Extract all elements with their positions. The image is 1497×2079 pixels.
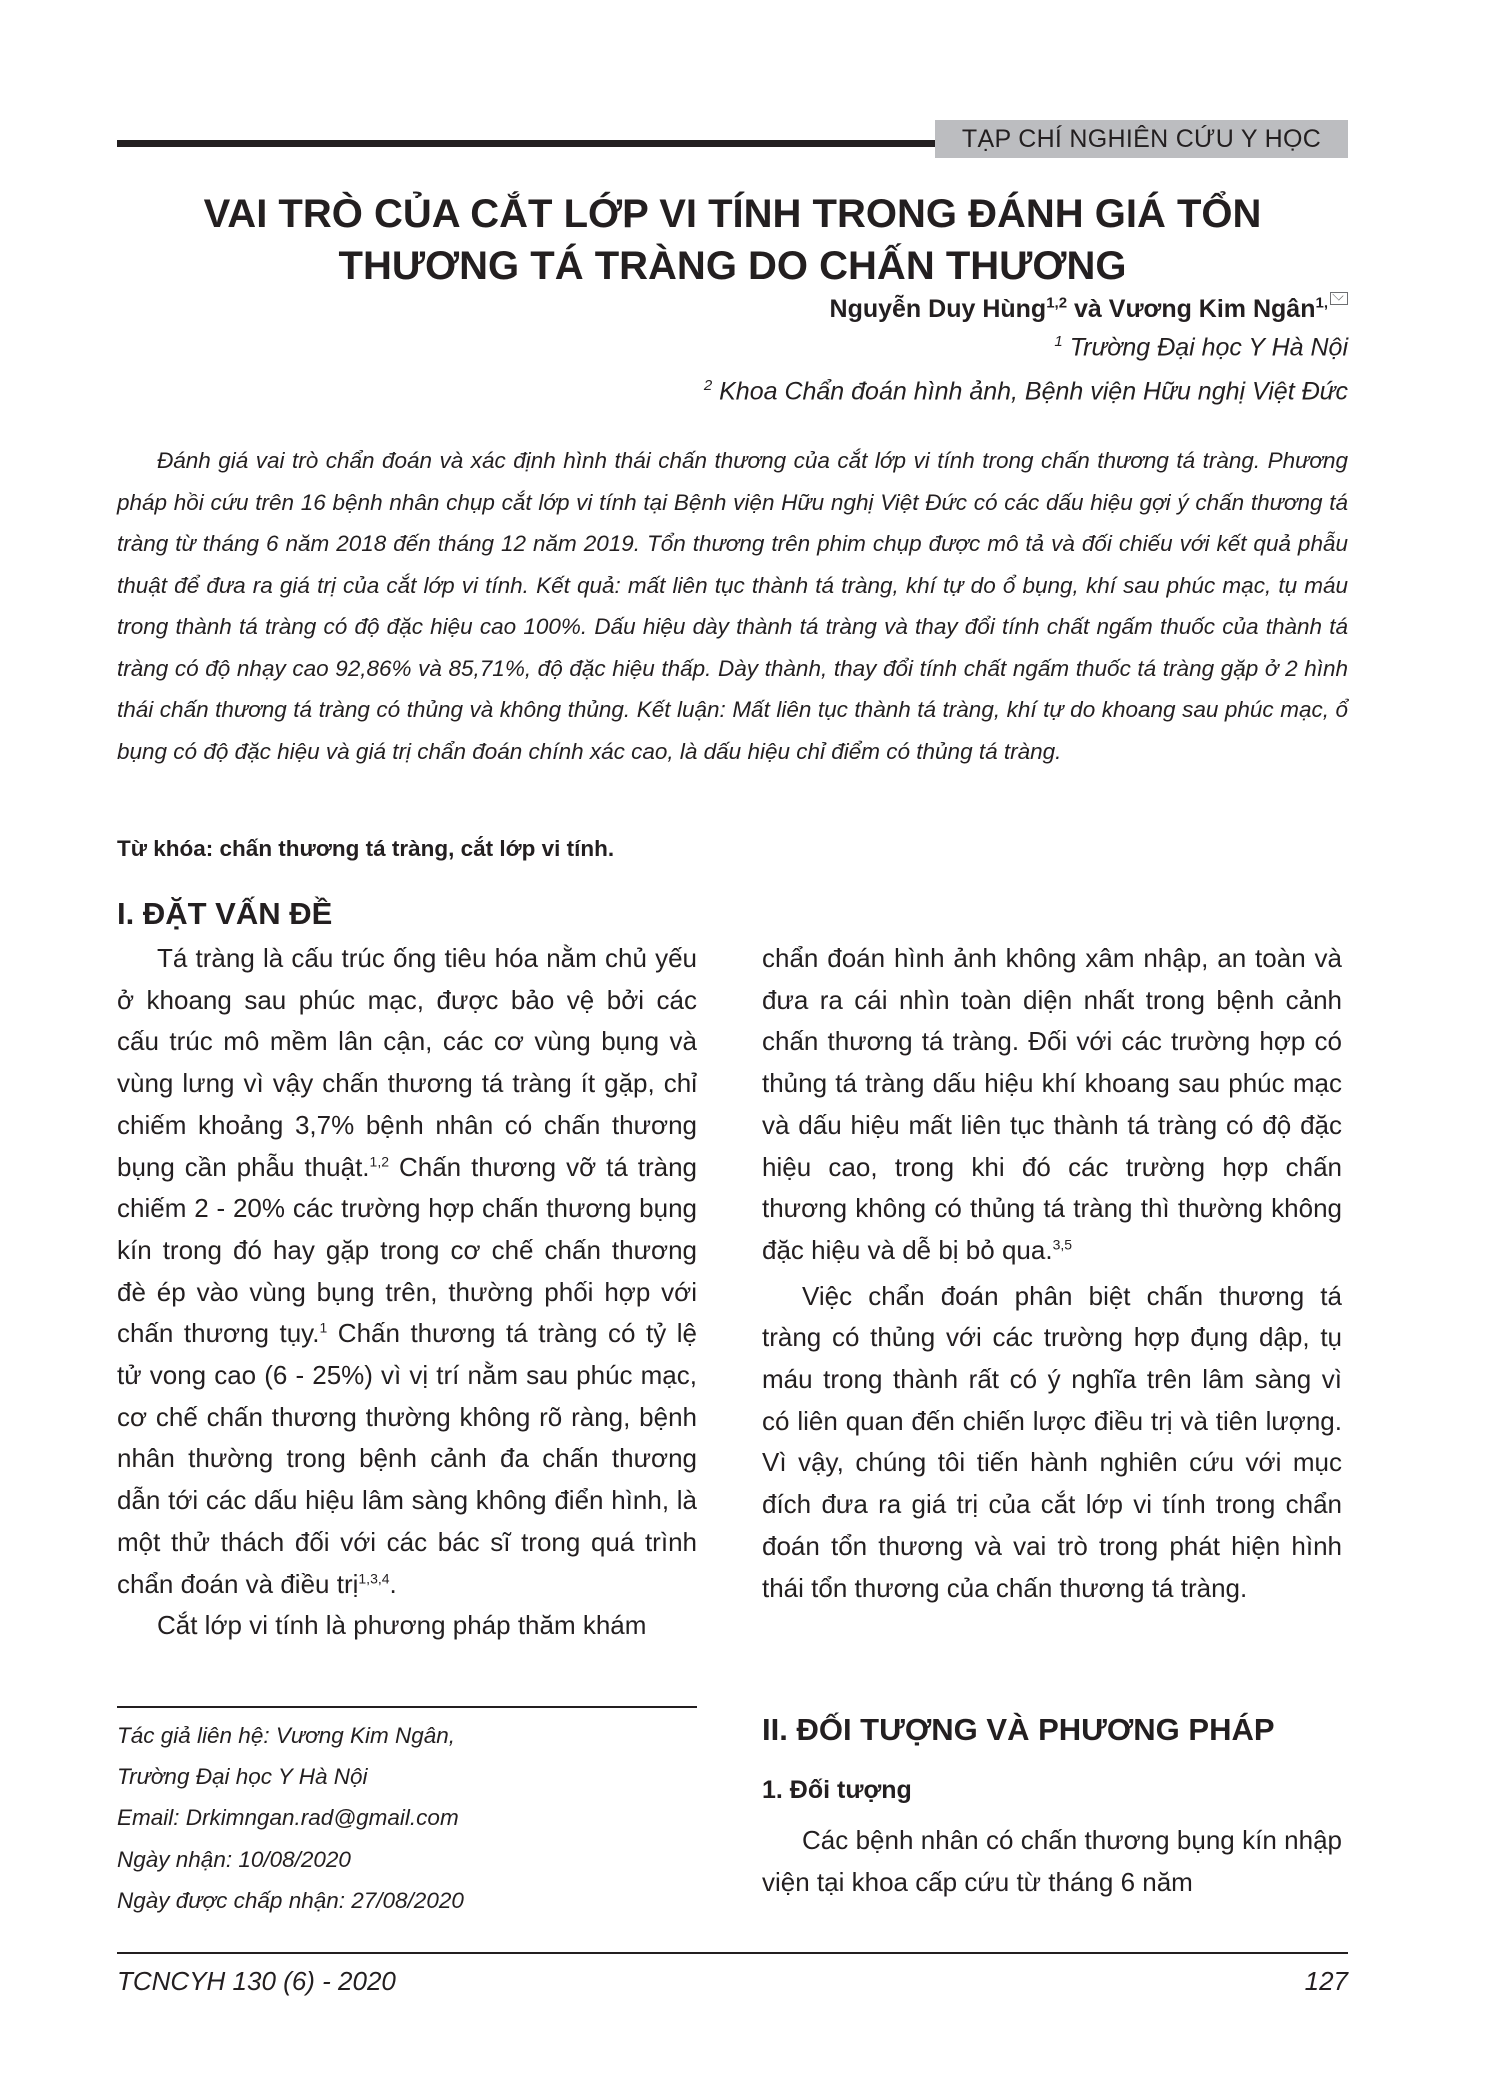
envelope-icon bbox=[1330, 292, 1348, 305]
citation-ref: 3,5 bbox=[1052, 1236, 1073, 1253]
article-title bbox=[117, 188, 1348, 292]
footnote-received: Ngày nhận: 10/08/2020 bbox=[117, 1846, 351, 1872]
intro-text-end: . bbox=[389, 1568, 397, 1599]
keywords: Từ khóa: chấn thương tá tràng, cắt lớp vi tính. bbox=[117, 836, 615, 861]
right-column bbox=[762, 938, 1342, 1609]
left-column bbox=[117, 938, 697, 1647]
page-number: 127 bbox=[1304, 1966, 1348, 1996]
footnote-accepted: Ngày được chấp nhận: 27/08/2020 bbox=[117, 1887, 464, 1913]
footnote-rule bbox=[117, 1706, 697, 1708]
affiliation-1-number: 1 bbox=[1054, 333, 1063, 350]
intro-paragraph-2-start: Cắt lớp vi tính là phương pháp thăm khám bbox=[157, 1610, 647, 1641]
citation-ref: 1 bbox=[319, 1319, 328, 1336]
journal-citation: TCNCYH 130 (6) - 2020 bbox=[117, 1966, 396, 1996]
affiliation-2 bbox=[704, 377, 1348, 406]
footnote-email: Email: Drkimngan.rad@gmail.com bbox=[117, 1805, 459, 1831]
intro-text-b: Chấn thương vỡ tá tràng chiếm 2 - 20% các trường hợp chấn thương bụng kín trong đó hay gặp trong cơ chế chấn thương đè ép vào vùng bụng trên, thường phối hợp với chấn thương tụy. bbox=[117, 1151, 697, 1349]
intro-paragraph-3: Việc chẩn đoán phân biệt chấn thương tá tràng có thủng với các trường hợp đụng dập, tụ máu trong thành rất có ý nghĩa trên lâm sàng vì có liên quan đến chiến lược điều trị và tiên lượng. Vì vậy, chúng tôi tiến hành nghiên cứu với mục đích đưa ra giá trị của cắt lớp vi tính trong chẩn đoán tổn thương và vai trò trong phát hiện hình thái tổn thương của chấn thương tá tràng. bbox=[762, 1280, 1342, 1603]
intro-paragraph-2-cont bbox=[762, 938, 1342, 1272]
author-conjunction: và bbox=[1067, 295, 1109, 323]
intro-text-cont: chẩn đoán hình ảnh không xâm nhập, an toàn và đưa ra cái nhìn toàn diện nhất trong bệnh cảnh chấn thương tá tràng. Đối với các trường hợp có thủng tá tràng dấu hiệu khí khoang sau phúc mạc và dấu hiệu mất liên tục thành tá tràng có độ đặc hiệu cao, trong khi đó các trường hợp chấn thương không có thủng tá tràng thì thường không đặc hiệu và dễ bị bỏ qua. bbox=[762, 943, 1342, 1265]
authors bbox=[830, 292, 1348, 324]
title-line-1: VAI TRÒ CỦA CẮT LỚP VI TÍNH TRONG ĐÁNH GIÁ TỔN bbox=[203, 192, 1262, 236]
author-2: Vương Kim Ngân bbox=[1108, 295, 1316, 323]
affiliation-1-text: Trường Đại học Y Hà Nội bbox=[1069, 333, 1348, 362]
methods-column bbox=[762, 1820, 1342, 1903]
author-2-affil: 1, bbox=[1315, 294, 1328, 312]
affiliation-2-text: Khoa Chẩn đoán hình ảnh, Bệnh viện Hữu nghị Việt Đức bbox=[719, 377, 1348, 406]
intro-text-c: Chấn thương tá tràng có tỷ lệ tử vong cao (6 - 25%) vì vị trí nằm sau phúc mạc, cơ chế chấn thương thường không rõ ràng, bệnh nhân thường trong bệnh cảnh đa chấn thương dẫn tới các dấu hiệu lâm sàng không điển hình, là một thử thách đối với các bác sĩ trong quá trình chẩn đoán và điều trị bbox=[117, 1318, 697, 1599]
intro-text-a: Tá tràng là cấu trúc ống tiêu hóa nằm chủ yếu ở khoang sau phúc mạc, được bảo vệ bởi các cấu trúc mô mềm lân cận, các cơ vùng bụng và vùng lưng vì vậy chấn thương tá tràng ít gặp, chỉ chiếm khoảng 3,7% bệnh nhân có chấn thương bụng cần phẫu thuật. bbox=[117, 943, 697, 1182]
citation-ref: 1,2 bbox=[369, 1152, 389, 1169]
section-2-heading: II. ĐỐI TƯỢNG VÀ PHƯƠNG PHÁP bbox=[762, 1712, 1275, 1747]
section-1-heading: I. ĐẶT VẤN ĐỀ bbox=[117, 896, 333, 931]
author-1-affil: 1,2 bbox=[1046, 294, 1068, 312]
affiliation-1 bbox=[1054, 333, 1348, 362]
subsection-heading: 1. Đối tượng bbox=[762, 1776, 912, 1804]
header-rule bbox=[117, 140, 935, 147]
methods-paragraph-1: Các bệnh nhân có chấn thương bụng kín nhập viện tại khoa cấp cứu từ tháng 6 năm bbox=[762, 1825, 1342, 1897]
corresponding-author-note bbox=[117, 1715, 464, 1921]
affiliation-2-number: 2 bbox=[703, 377, 713, 394]
abstract: Đánh giá vai trò chẩn đoán và xác định hình thái chấn thương của cắt lớp vi tính trong chấn thương tá tràng. Phương pháp hồi cứu trên 16 bệnh nhân chụp cắt lớp vi tính tại Bệnh viện Hữu nghị Việt Đức có các dấu hiệu gợi ý chấn thương tá tràng từ tháng 6 năm 2018 đến tháng 12 năm 2019. Tổn thương trên phim chụp được mô tả và đối chiếu với kết quả phẫu thuật để đưa ra giá trị của cắt lớp vi tính. Kết quả: mất liên tục thành tá tràng, khí tự do ổ bụng, khí sau phúc mạc, tụ máu trong thành tá tràng có độ đặc hiệu cao 100%. Dấu hiệu dày thành tá tràng và thay đổi tính chất ngấm thuốc của thành tá tràng có độ nhạy cao 92,86% và 85,71%, độ đặc hiệu thấp. Dày thành, thay đổi tính chất ngấm thuốc tá tràng gặp ở 2 hình thái chấn thương tá tràng có thủng và không thủng. Kết luận: Mất liên tục thành tá tràng, khí tự do khoang sau phúc mạc, ổ bụng có độ đặc hiệu và giá trị chẩn đoán chính xác cao, là dấu hiệu chỉ điểm có thủng tá tràng. bbox=[117, 448, 1348, 764]
footnote-author: Tác giả liên hệ: Vương Kim Ngân, bbox=[117, 1723, 456, 1748]
footer-rule bbox=[117, 1952, 1348, 1954]
author-1: Nguyễn Duy Hùng bbox=[829, 295, 1047, 323]
intro-paragraph-1 bbox=[117, 938, 697, 1605]
citation-ref: 1,3,4 bbox=[358, 1569, 390, 1586]
footnote-institution: Trường Đại học Y Hà Nội bbox=[117, 1764, 368, 1790]
title-line-2: THƯƠNG TÁ TRÀNG DO CHẤN THƯƠNG bbox=[338, 244, 1127, 288]
journal-name: TẠP CHÍ NGHIÊN CỨU Y HỌC bbox=[935, 120, 1348, 158]
